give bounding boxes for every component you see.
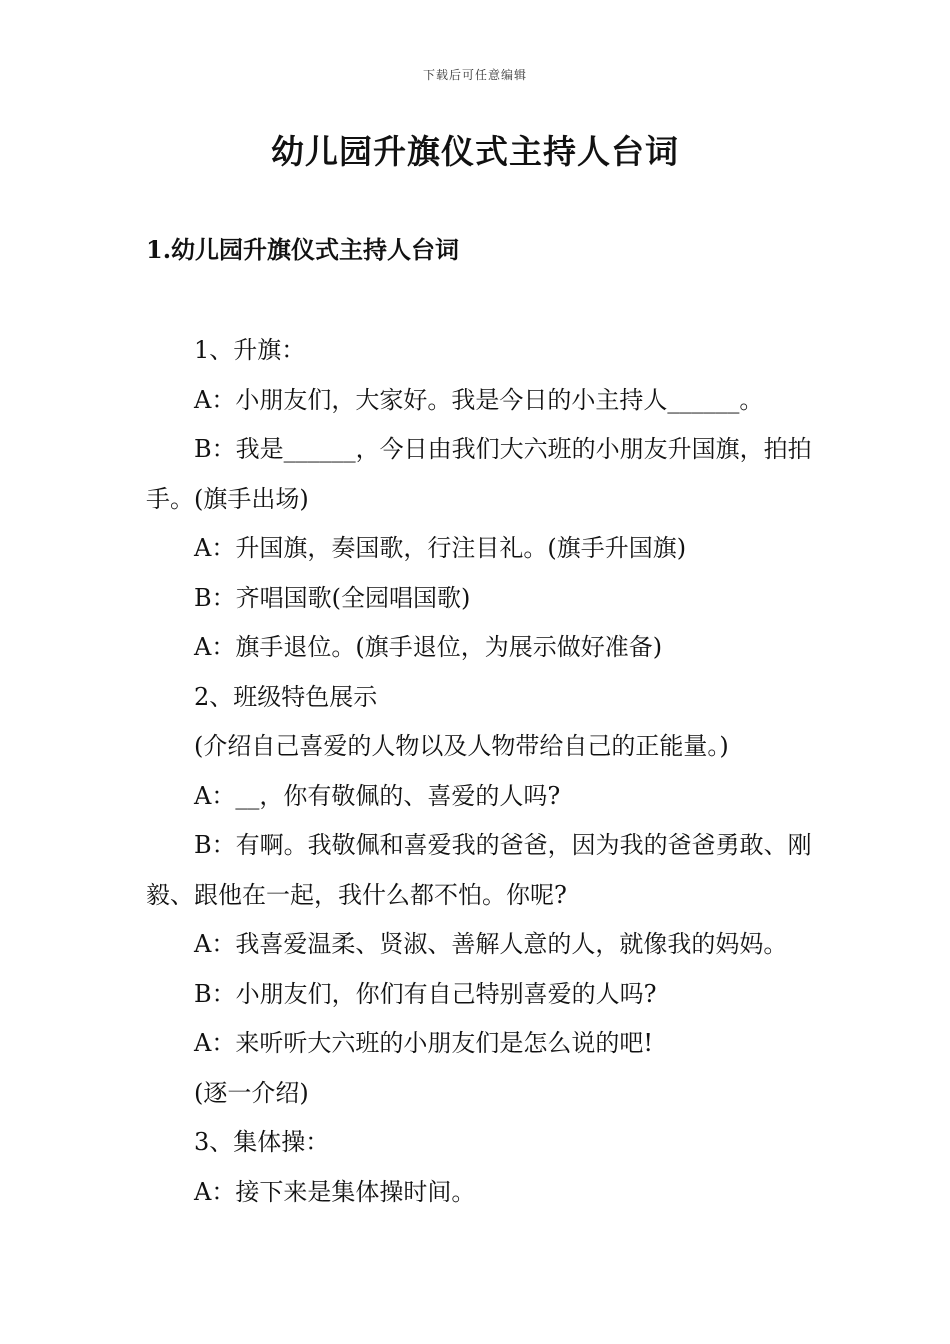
- paragraph: A：__，你有敬佩的、喜爱的人吗?: [194, 781, 561, 810]
- paragraph: 2、班级特色展示: [194, 682, 378, 711]
- paragraph: B：齐唱国歌(全园唱国歌): [194, 583, 471, 612]
- paragraph: B：小朋友们，你们有自己特别喜爱的人吗?: [194, 979, 657, 1008]
- paragraph: 1、升旗：: [194, 336, 306, 364]
- paragraph: A：我喜爱温柔、贤淑、善解人意的人，就像我的妈妈。: [194, 930, 788, 958]
- paragraph: B：我是______，今日由我们大六班的小朋友升国旗，拍拍手。(旗手出场): [146, 435, 812, 513]
- paragraph: A：升国旗，奏国歌，行注目礼。(旗手升国旗): [194, 534, 687, 562]
- paragraph: A：小朋友们，大家好。我是今日的小主持人______。: [194, 385, 764, 414]
- paragraph: B：有啊。我敬佩和喜爱我的爸爸，因为我的爸爸勇敢、刚毅、跟他在一起，我什么都不怕。你呢?: [146, 831, 812, 909]
- document-body: [146, 326, 836, 1217]
- paragraph: (介绍自己喜爱的人物以及人物带给自己的正能量。): [194, 732, 729, 760]
- section-heading: 1.幼儿园升旗仪式主持人台词: [146, 235, 460, 264]
- paragraph: A：来听听大六班的小朋友们是怎么说的吧!: [194, 1029, 653, 1057]
- header-note: 下载后可任意编辑: [422, 68, 527, 82]
- document-title: 幼儿园升旗仪式主持人台词: [271, 132, 679, 171]
- paragraph: 3、集体操：: [194, 1128, 330, 1156]
- paragraph: (逐一介绍): [194, 1078, 309, 1107]
- paragraph: A：旗手退位。(旗手退位，为展示做好准备): [194, 633, 663, 661]
- paragraph: A：接下来是集体操时间。: [194, 1177, 476, 1206]
